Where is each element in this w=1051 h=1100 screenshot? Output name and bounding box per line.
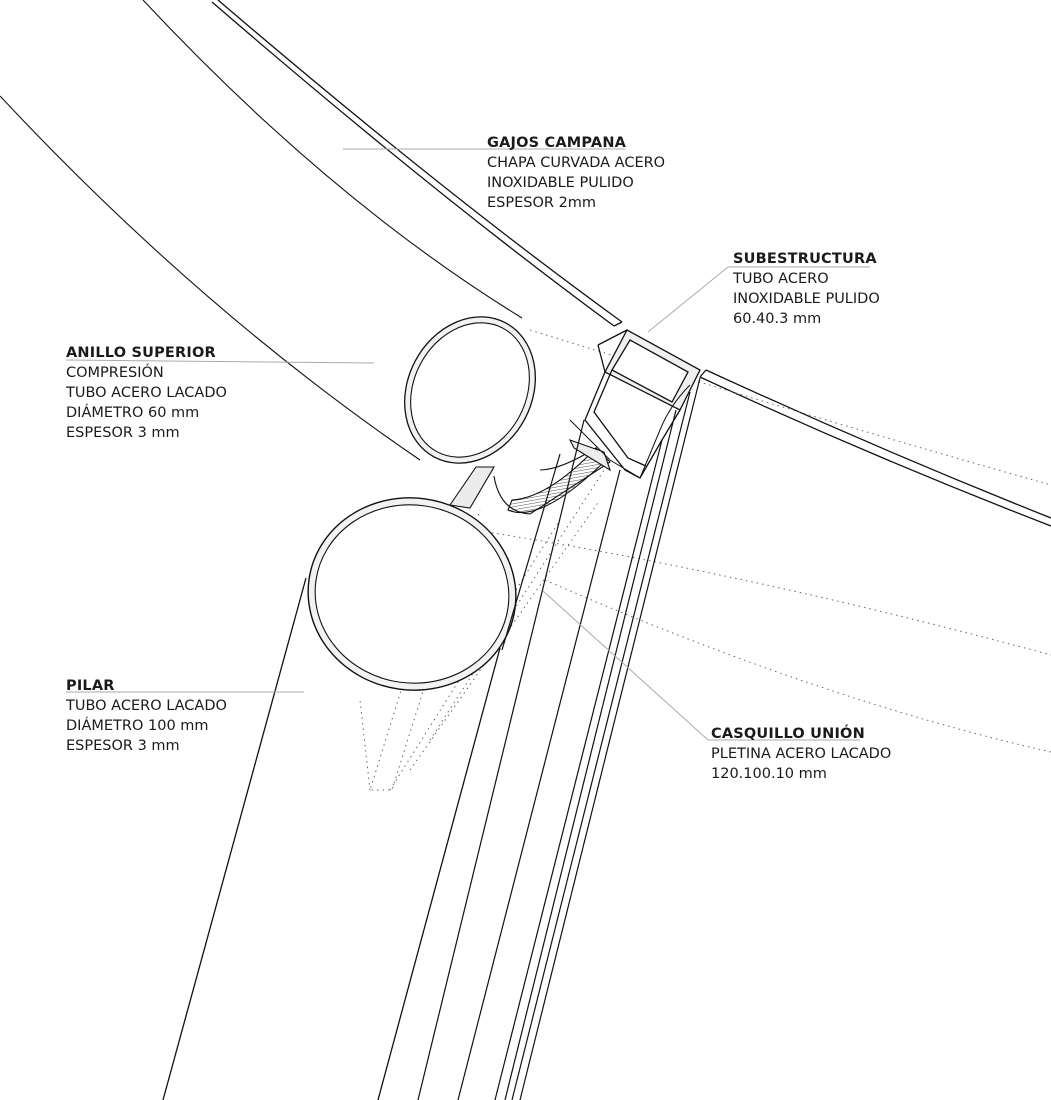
label-line: 120.100.10 mm bbox=[711, 766, 827, 782]
label-line: TUBO ACERO bbox=[733, 271, 829, 287]
label-line: 60.40.3 mm bbox=[733, 311, 822, 327]
label-line: DIÁMETRO 60 mm bbox=[66, 405, 200, 421]
label-gajos-campana bbox=[487, 133, 665, 213]
label-title: PILAR bbox=[66, 678, 115, 694]
label-line: TUBO ACERO LACADO bbox=[66, 385, 227, 401]
top-ring-section bbox=[380, 294, 561, 486]
label-anillo-superior bbox=[66, 343, 227, 443]
label-line: TUBO ACERO LACADO bbox=[66, 698, 227, 714]
label-title: SUBESTRUCTURA bbox=[733, 251, 877, 267]
label-title: ANILLO SUPERIOR bbox=[66, 345, 216, 361]
label-line: PLETINA ACERO LACADO bbox=[711, 746, 892, 762]
label-line: INOXIDABLE PULIDO bbox=[733, 291, 880, 307]
label-casquillo-union bbox=[711, 724, 891, 784]
label-line: CHAPA CURVADA ACERO bbox=[487, 155, 666, 171]
label-title: CASQUILLO UNIÓN bbox=[711, 726, 865, 742]
label-line: DIÁMETRO 100 mm bbox=[66, 718, 209, 734]
label-subestructura bbox=[733, 249, 880, 329]
label-line: ESPESOR 3 mm bbox=[66, 738, 180, 754]
label-line: ESPESOR 3 mm bbox=[66, 425, 180, 441]
bell-shell bbox=[212, 0, 1051, 526]
label-line: ESPESOR 2mm bbox=[487, 195, 597, 211]
label-pilar bbox=[66, 676, 227, 756]
label-line: INOXIDABLE PULIDO bbox=[487, 175, 634, 191]
label-title: GAJOS CAMPANA bbox=[487, 135, 627, 151]
label-line: COMPRESIÓN bbox=[66, 365, 164, 381]
